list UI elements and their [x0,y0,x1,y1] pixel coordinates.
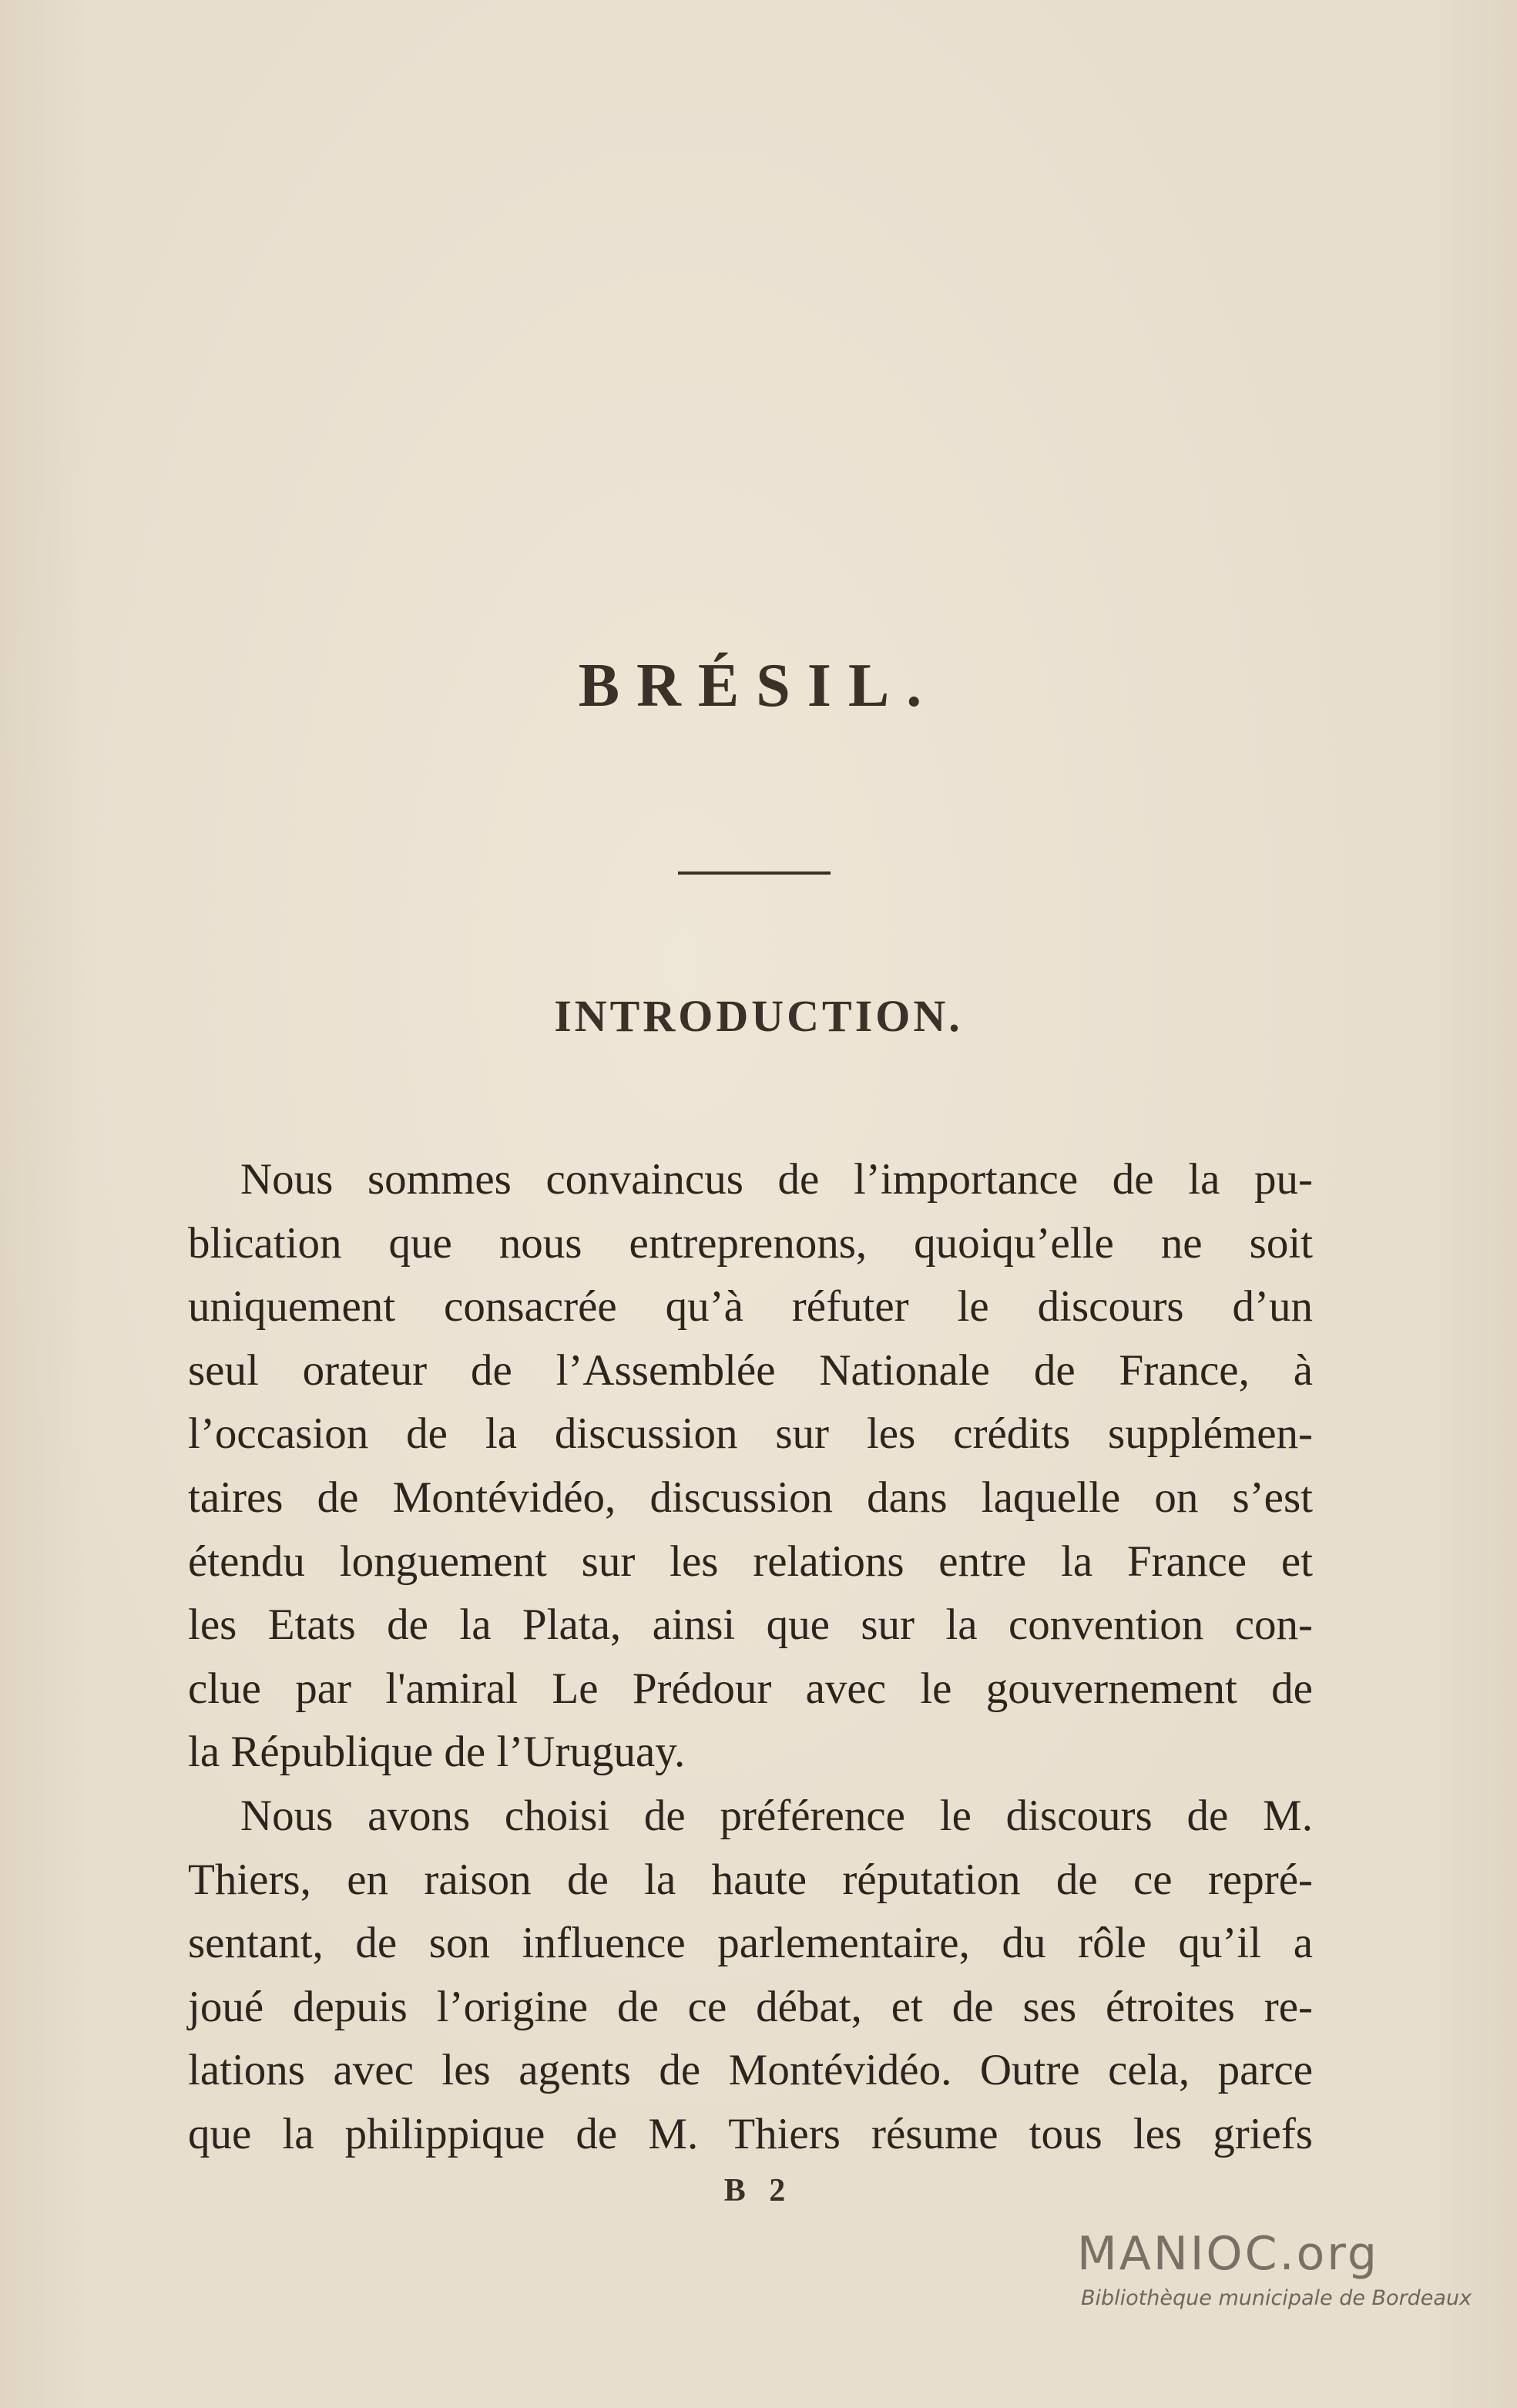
manioc-watermark [1077,2227,1493,2310]
title-divider [678,872,831,875]
text-line: clue par l'amiral Le Prédour avec le gouvernement de [188,1664,1313,1713]
page-title: BRÉSIL. [578,652,939,720]
text-line: Thiers, en raison de la haute réputation de ce repré- [188,1855,1313,1904]
text-line: Nous sommes convaincus de l’importance de la pu- [240,1155,1313,1204]
manioc-logo: MANIOC.org [1077,2227,1379,2281]
body-text [188,1148,1313,2167]
text-line: seul orateur de l’Assemblée Nationale de France, à [188,1345,1313,1395]
text-line: blication que nous entreprenons, quoiqu’elle ne soit [188,1218,1313,1268]
signature-mark: B 2 [723,2173,794,2208]
text-line: taires de Montévidéo, discussion dans laquelle on s’est [188,1473,1313,1522]
section-heading: INTRODUCTION. [554,991,963,1041]
text-line: étendu longuement sur les relations entre la France et [188,1536,1313,1586]
text-line: la République de l’Uruguay. [188,1728,686,1777]
text-line: que la philippique de M. Thiers résume tous les griefs [188,2109,1313,2158]
text-line: Nous avons choisi de préférence le discours de M. [240,1791,1313,1840]
library-credit: Bibliothèque municipale de Bordeaux [1081,2286,1472,2310]
text-line: l’occasion de la discussion sur les crédits supplémen- [188,1409,1313,1459]
text-line: lations avec les agents de Montévidéo. Outre cela, parce [188,2046,1313,2095]
text-line: joué depuis l’origine de ce débat, et de ses étroites re- [188,1982,1313,2031]
text-line: les Etats de la Plata, ainsi que sur la convention con- [188,1600,1313,1650]
text-line: sentant, de son influence parlementaire, du rôle qu’il a [188,1919,1313,1968]
text-line: uniquement consacrée qu’à réfuter le discours d’un [188,1282,1313,1332]
